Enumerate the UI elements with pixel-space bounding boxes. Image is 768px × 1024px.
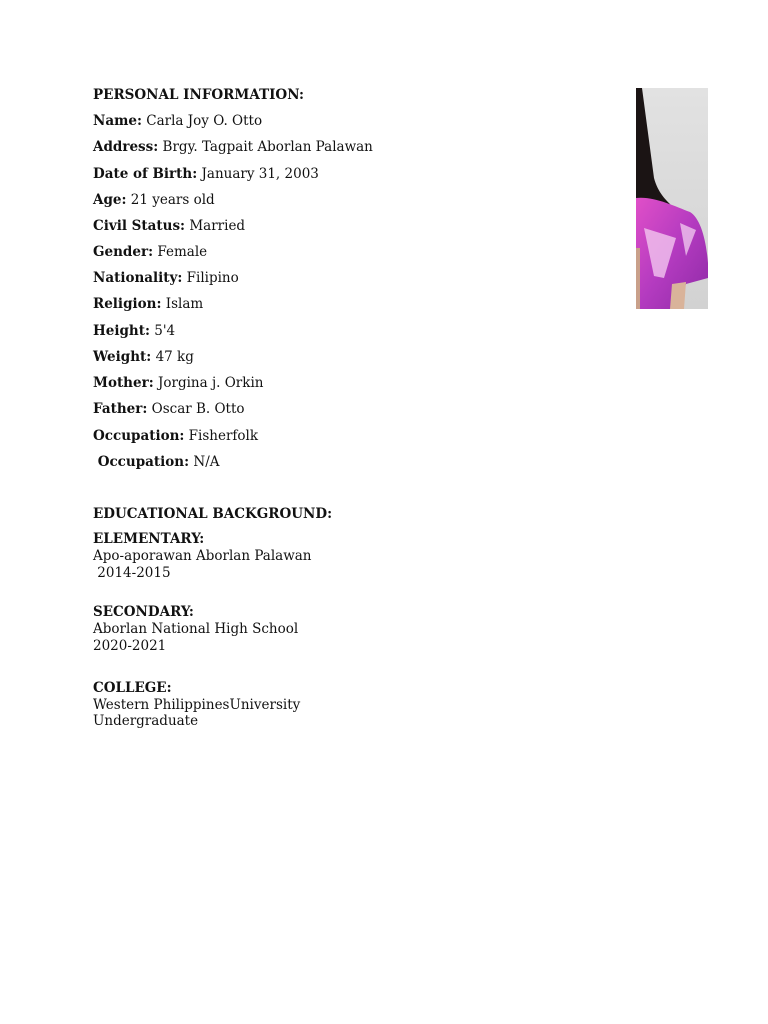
field-label: Mother: (93, 375, 154, 391)
field-label: Weight: (93, 349, 152, 365)
field-value: N/A (193, 454, 220, 470)
personal-information-heading: PERSONAL INFORMATION: (93, 87, 305, 103)
field-mother (93, 375, 263, 391)
field-label: Name: (93, 113, 142, 129)
field-label: Religion: (93, 296, 162, 312)
field-gender (93, 244, 207, 260)
secondary-school: Aborlan National High School (93, 621, 299, 637)
field-mother-occupation (93, 428, 258, 444)
field-name (93, 113, 262, 129)
field-value: Carla Joy O. Otto (146, 113, 263, 129)
elementary-school: Apo-aporawan Aborlan Palawan (93, 548, 312, 564)
field-label: Height: (93, 323, 150, 339)
field-value: Filipino (186, 270, 239, 286)
field-civil-status (93, 218, 245, 234)
field-value: Islam (165, 296, 204, 312)
field-value: Married (189, 218, 246, 234)
field-label: Nationality: (93, 270, 183, 286)
field-value: Fisherfolk (188, 428, 259, 444)
profile-photo (636, 88, 708, 309)
field-age (93, 192, 215, 208)
field-label: Date of Birth: (93, 166, 198, 182)
college-status: Undergraduate (93, 713, 199, 729)
elementary-label: ELEMENTARY: (93, 531, 205, 547)
field-value: 21 years old (130, 192, 215, 208)
field-value: Brgy. Tagpait Aborlan Palawan (162, 139, 373, 155)
field-value: Oscar B. Otto (151, 401, 245, 417)
field-father-occupation (93, 454, 220, 470)
field-label: Address: (93, 139, 159, 155)
college-school: Western PhilippinesUniversity (93, 697, 301, 713)
field-value: Female (157, 244, 208, 260)
secondary-year: 2020-2021 (93, 638, 167, 654)
field-religion (93, 296, 203, 312)
field-weight (93, 349, 194, 365)
field-label: Age: (93, 192, 127, 208)
field-label: Gender: (93, 244, 154, 260)
field-label: Civil Status: (93, 218, 186, 234)
field-value: 5'4 (154, 323, 176, 339)
field-address (93, 139, 373, 155)
secondary-label: SECONDARY: (93, 604, 194, 620)
field-value: 47 kg (155, 349, 194, 365)
field-nationality (93, 270, 239, 286)
profile-photo-illustration (636, 88, 708, 309)
college-label: COLLEGE: (93, 680, 172, 696)
educational-background-heading: EDUCATIONAL BACKGROUND: (93, 506, 333, 522)
elementary-year: 2014-2015 (93, 565, 171, 581)
field-date-of-birth (93, 166, 319, 182)
field-value: January 31, 2003 (201, 166, 319, 182)
field-father (93, 401, 245, 417)
field-height (93, 323, 175, 339)
field-value: Jorgina j. Orkin (157, 375, 264, 391)
field-label: Occupation: (93, 428, 185, 444)
field-label: Occupation: (93, 454, 190, 470)
field-label: Father: (93, 401, 148, 417)
